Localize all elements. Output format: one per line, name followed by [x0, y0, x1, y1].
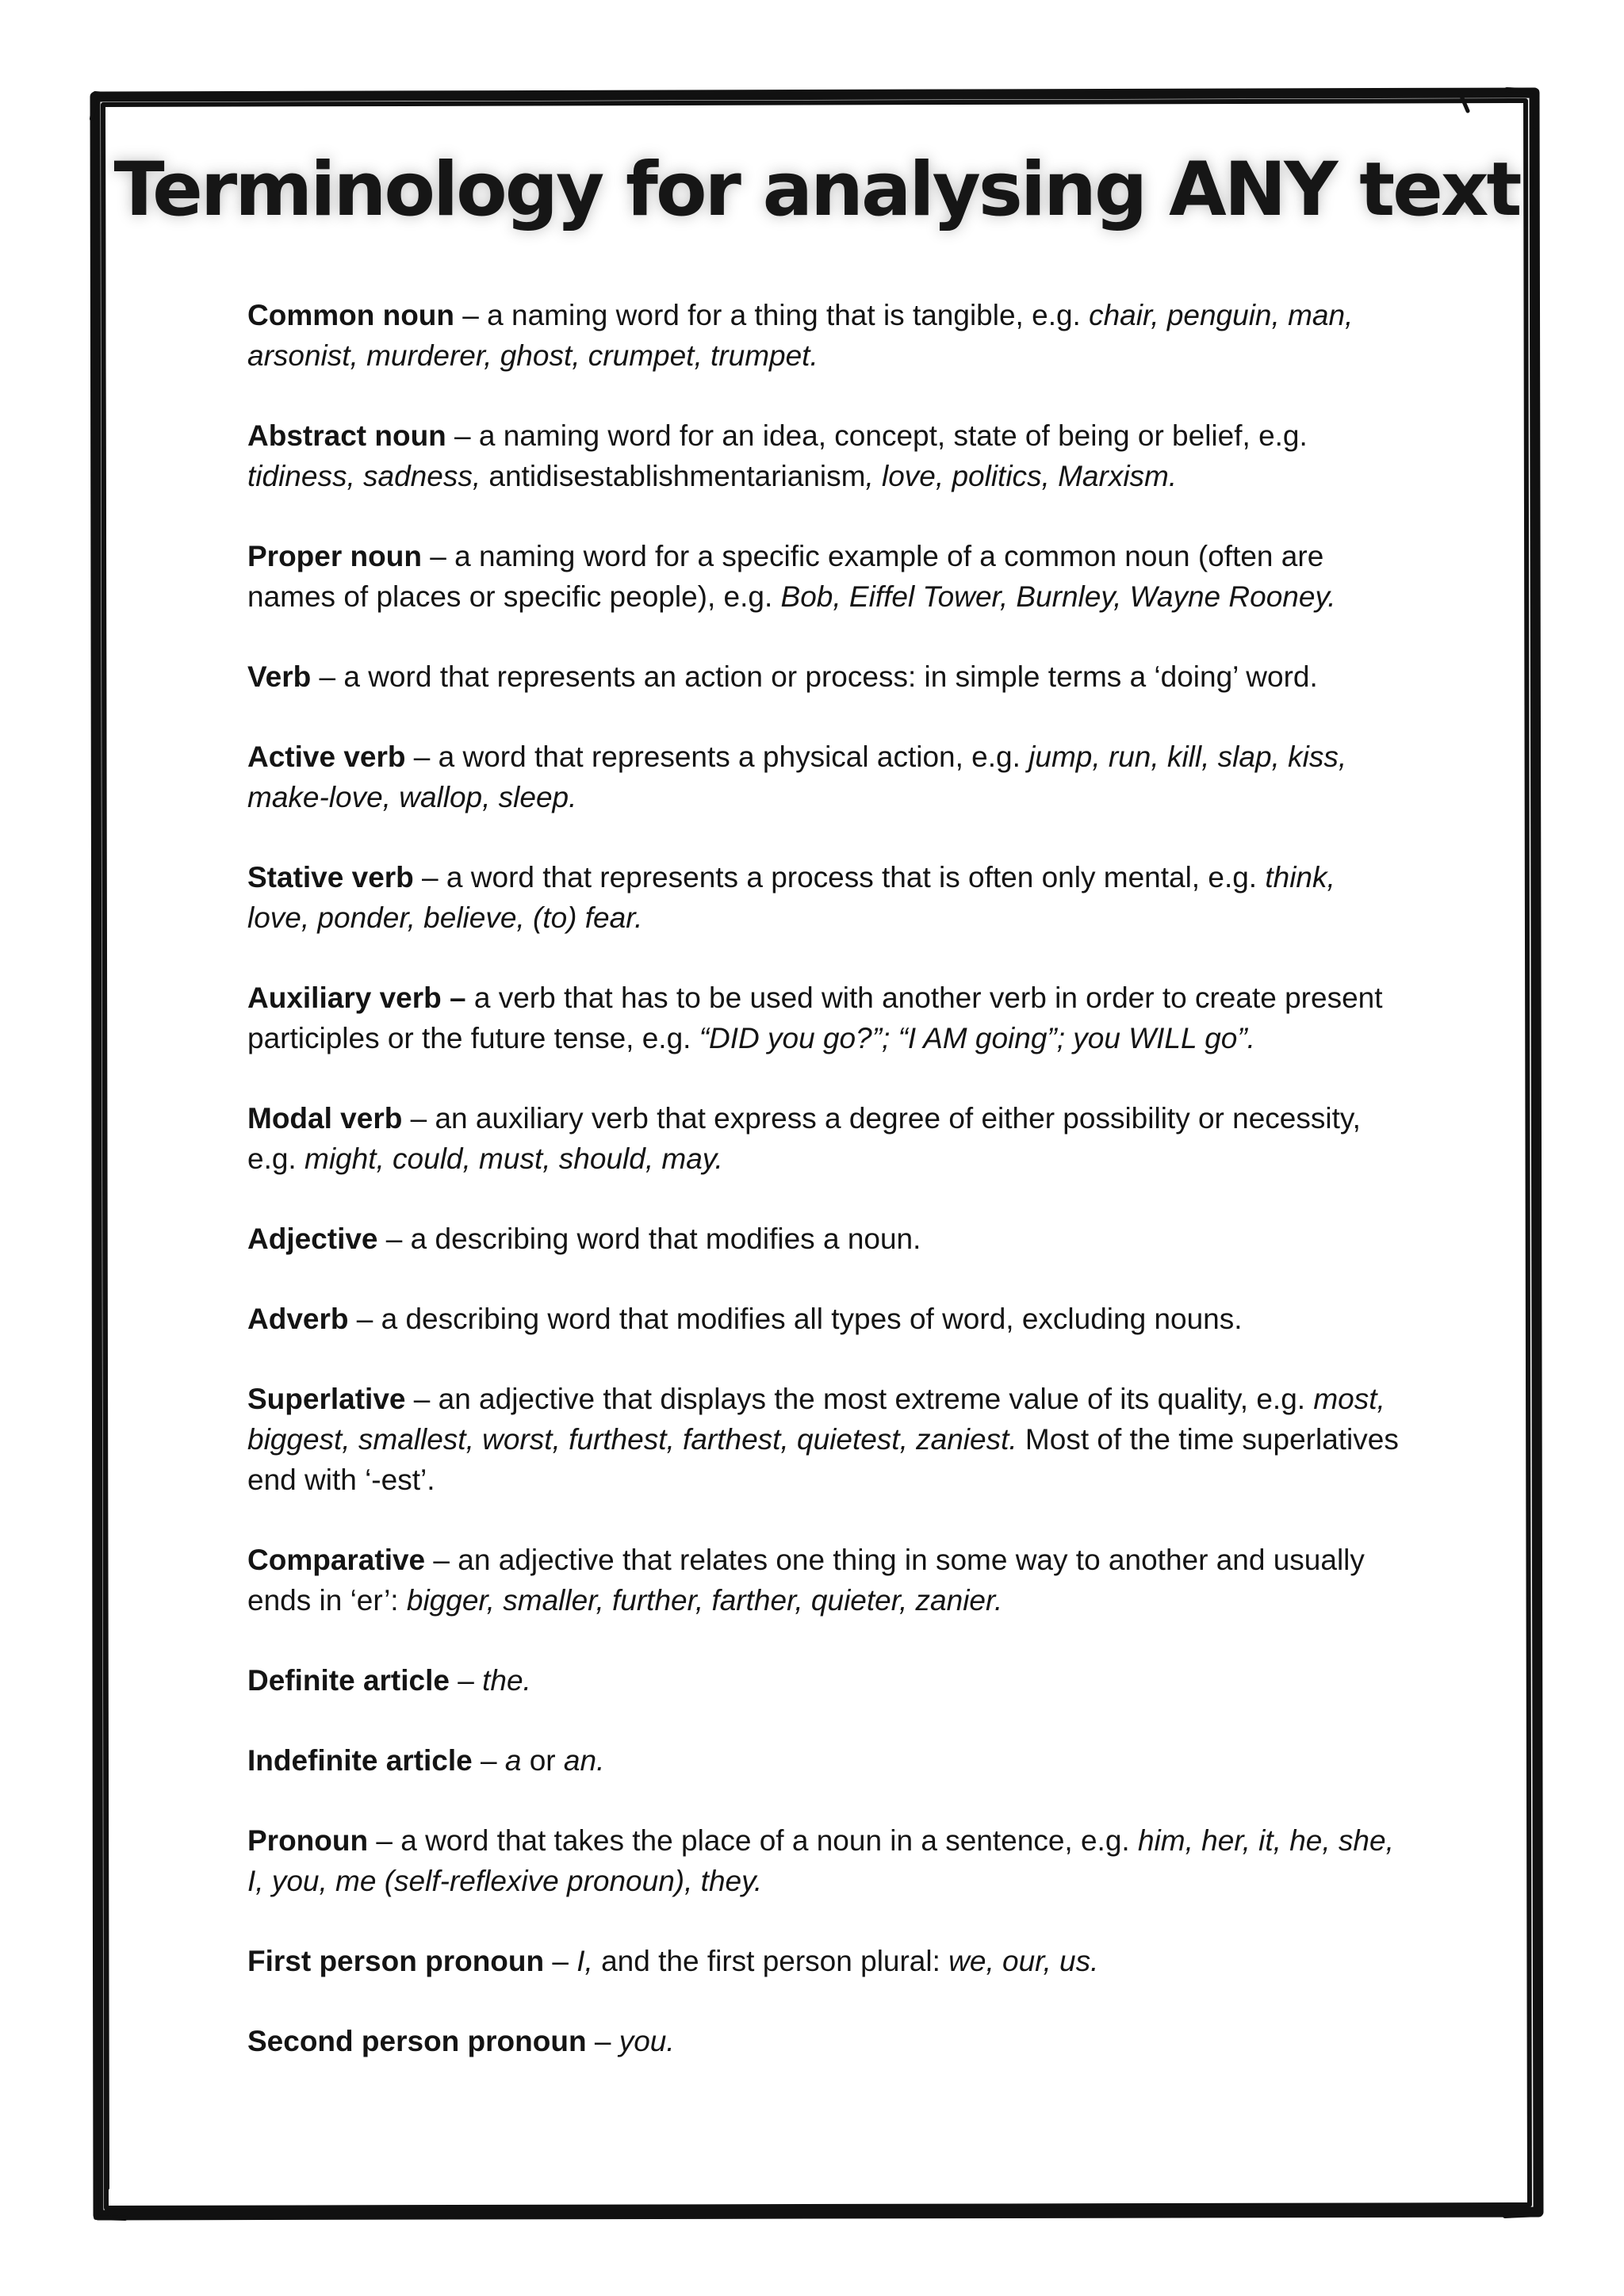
- definition-text: – a describing word that modifies a noun.: [377, 1223, 921, 1255]
- glossary-term: Superlative: [247, 1383, 406, 1415]
- glossary-entry: [247, 1740, 1405, 1781]
- page-title: Terminology for analysing ANY text: [113, 147, 1520, 233]
- definition-text: –: [472, 1744, 505, 1777]
- glossary-term: Adverb: [247, 1303, 349, 1335]
- glossary-term: Stative verb: [247, 861, 414, 894]
- example-text: might, could, must, should, may.: [304, 1142, 723, 1175]
- glossary-entry: [247, 1098, 1405, 1179]
- example-text: most, biggest, smallest, worst, furthest, farthest, quietest, zaniest.: [247, 1383, 1385, 1456]
- glossary-entry: [247, 1540, 1405, 1621]
- example-text: “DID you go?”; “I AM going”; you WILL go”.: [699, 1022, 1255, 1054]
- glossary-term: Common noun: [247, 299, 455, 331]
- definition-text: – a naming word for a thing that is tangible, e.g.: [454, 299, 1090, 331]
- glossary-entry: [247, 2021, 1405, 2061]
- definition-text: –: [544, 1945, 577, 1977]
- example-text: chair, penguin, man, arsonist, murderer, ghost, crumpet, trumpet.: [247, 299, 1354, 372]
- definition-text: – a naming word for a specific example of a common noun (often are names of places or specific people), e.g.: [247, 540, 1324, 613]
- definition-text: – an auxiliary verb that express a degree of either possibility or necessity, e.g.: [247, 1102, 1361, 1175]
- example-text: a: [504, 1744, 522, 1777]
- definition-text: – a word that represents a process that is often only mental, e.g.: [413, 861, 1266, 894]
- definition-text: – a word that takes the place of a noun in a sentence, e.g.: [368, 1824, 1138, 1857]
- glossary-entry: [247, 536, 1405, 617]
- glossary-term: Adjective: [247, 1223, 378, 1255]
- example-text: an.: [563, 1744, 605, 1777]
- definition-text: – an adjective that relates one thing in some way to another and usually ends in ‘er’:: [247, 1544, 1365, 1617]
- example-text: bigger, smaller, further, farther, quieter, zanier.: [406, 1584, 1003, 1617]
- definition-text: – a word that represents a physical action, e.g.: [405, 740, 1029, 773]
- glossary-term: First person pronoun: [247, 1945, 545, 1977]
- glossary-entry: [247, 1219, 1405, 1259]
- glossary-entry: [247, 1379, 1405, 1500]
- glossary-entry: [247, 1299, 1405, 1339]
- definition-text: antidisestablishmentarianism: [488, 460, 866, 492]
- glossary-list: [247, 295, 1405, 2101]
- example-text: think, love, ponder, believe, (to) fear.: [247, 861, 1335, 934]
- glossary-term: Second person pronoun: [247, 2025, 587, 2057]
- glossary-term: Proper noun: [247, 540, 422, 572]
- example-text: jump, run, kill, slap, kiss, make-love, wallop, sleep.: [247, 740, 1347, 813]
- example-text: I,: [576, 1945, 593, 1977]
- glossary-entry: [247, 1820, 1405, 1901]
- definition-text: Most of the time superlatives end with ‘-est’.: [247, 1423, 1399, 1496]
- example-text: Bob, Eiffel Tower, Burnley, Wayne Rooney.: [780, 580, 1336, 613]
- glossary-entry: [247, 978, 1405, 1058]
- definition-text: or: [521, 1744, 564, 1777]
- example-text: the.: [482, 1664, 531, 1697]
- glossary-term: Comparative: [247, 1544, 426, 1576]
- definition-text: –: [449, 1664, 483, 1697]
- glossary-entry: [247, 737, 1405, 817]
- definition-text: and the first person plural:: [592, 1945, 949, 1977]
- glossary-entry: [247, 1941, 1405, 1981]
- glossary-term: Indefinite article: [247, 1744, 473, 1777]
- glossary-entry: [247, 1660, 1405, 1701]
- definition-text: – a word that represents an action or process: in simple terms a ‘doing’ word.: [311, 660, 1318, 693]
- example-text: you.: [619, 2025, 675, 2057]
- definition-text: –: [586, 2025, 619, 2057]
- glossary-entry: [247, 415, 1405, 496]
- glossary-entry: [247, 295, 1405, 376]
- glossary-term: Modal verb: [247, 1102, 403, 1135]
- example-text: , love, politics, Marxism.: [865, 460, 1178, 492]
- example-text: we, our, us.: [948, 1945, 1099, 1977]
- example-text: tidiness, sadness,: [247, 460, 489, 492]
- glossary-entry: [247, 656, 1405, 697]
- definition-text: – a naming word for an idea, concept, state of being or belief, e.g.: [446, 419, 1308, 452]
- glossary-term: Definite article: [247, 1664, 450, 1697]
- example-text: him, her, it, he, she, I, you, me (self-reflexive pronoun), they.: [247, 1824, 1394, 1897]
- glossary-entry: [247, 857, 1405, 938]
- glossary-term: Active verb: [247, 740, 406, 773]
- definition-text: – an adjective that displays the most extreme value of its quality, e.g.: [405, 1383, 1314, 1415]
- glossary-term: Abstract noun: [247, 419, 446, 452]
- glossary-term: Verb: [247, 660, 312, 693]
- glossary-term: Pronoun: [247, 1824, 369, 1857]
- glossary-term: Auxiliary verb –: [247, 982, 466, 1014]
- definition-text: a verb that has to be used with another verb in order to create present participles or the future tense, e.g.: [247, 982, 1383, 1054]
- definition-text: – a describing word that modifies all types of word, excluding nouns.: [348, 1303, 1243, 1335]
